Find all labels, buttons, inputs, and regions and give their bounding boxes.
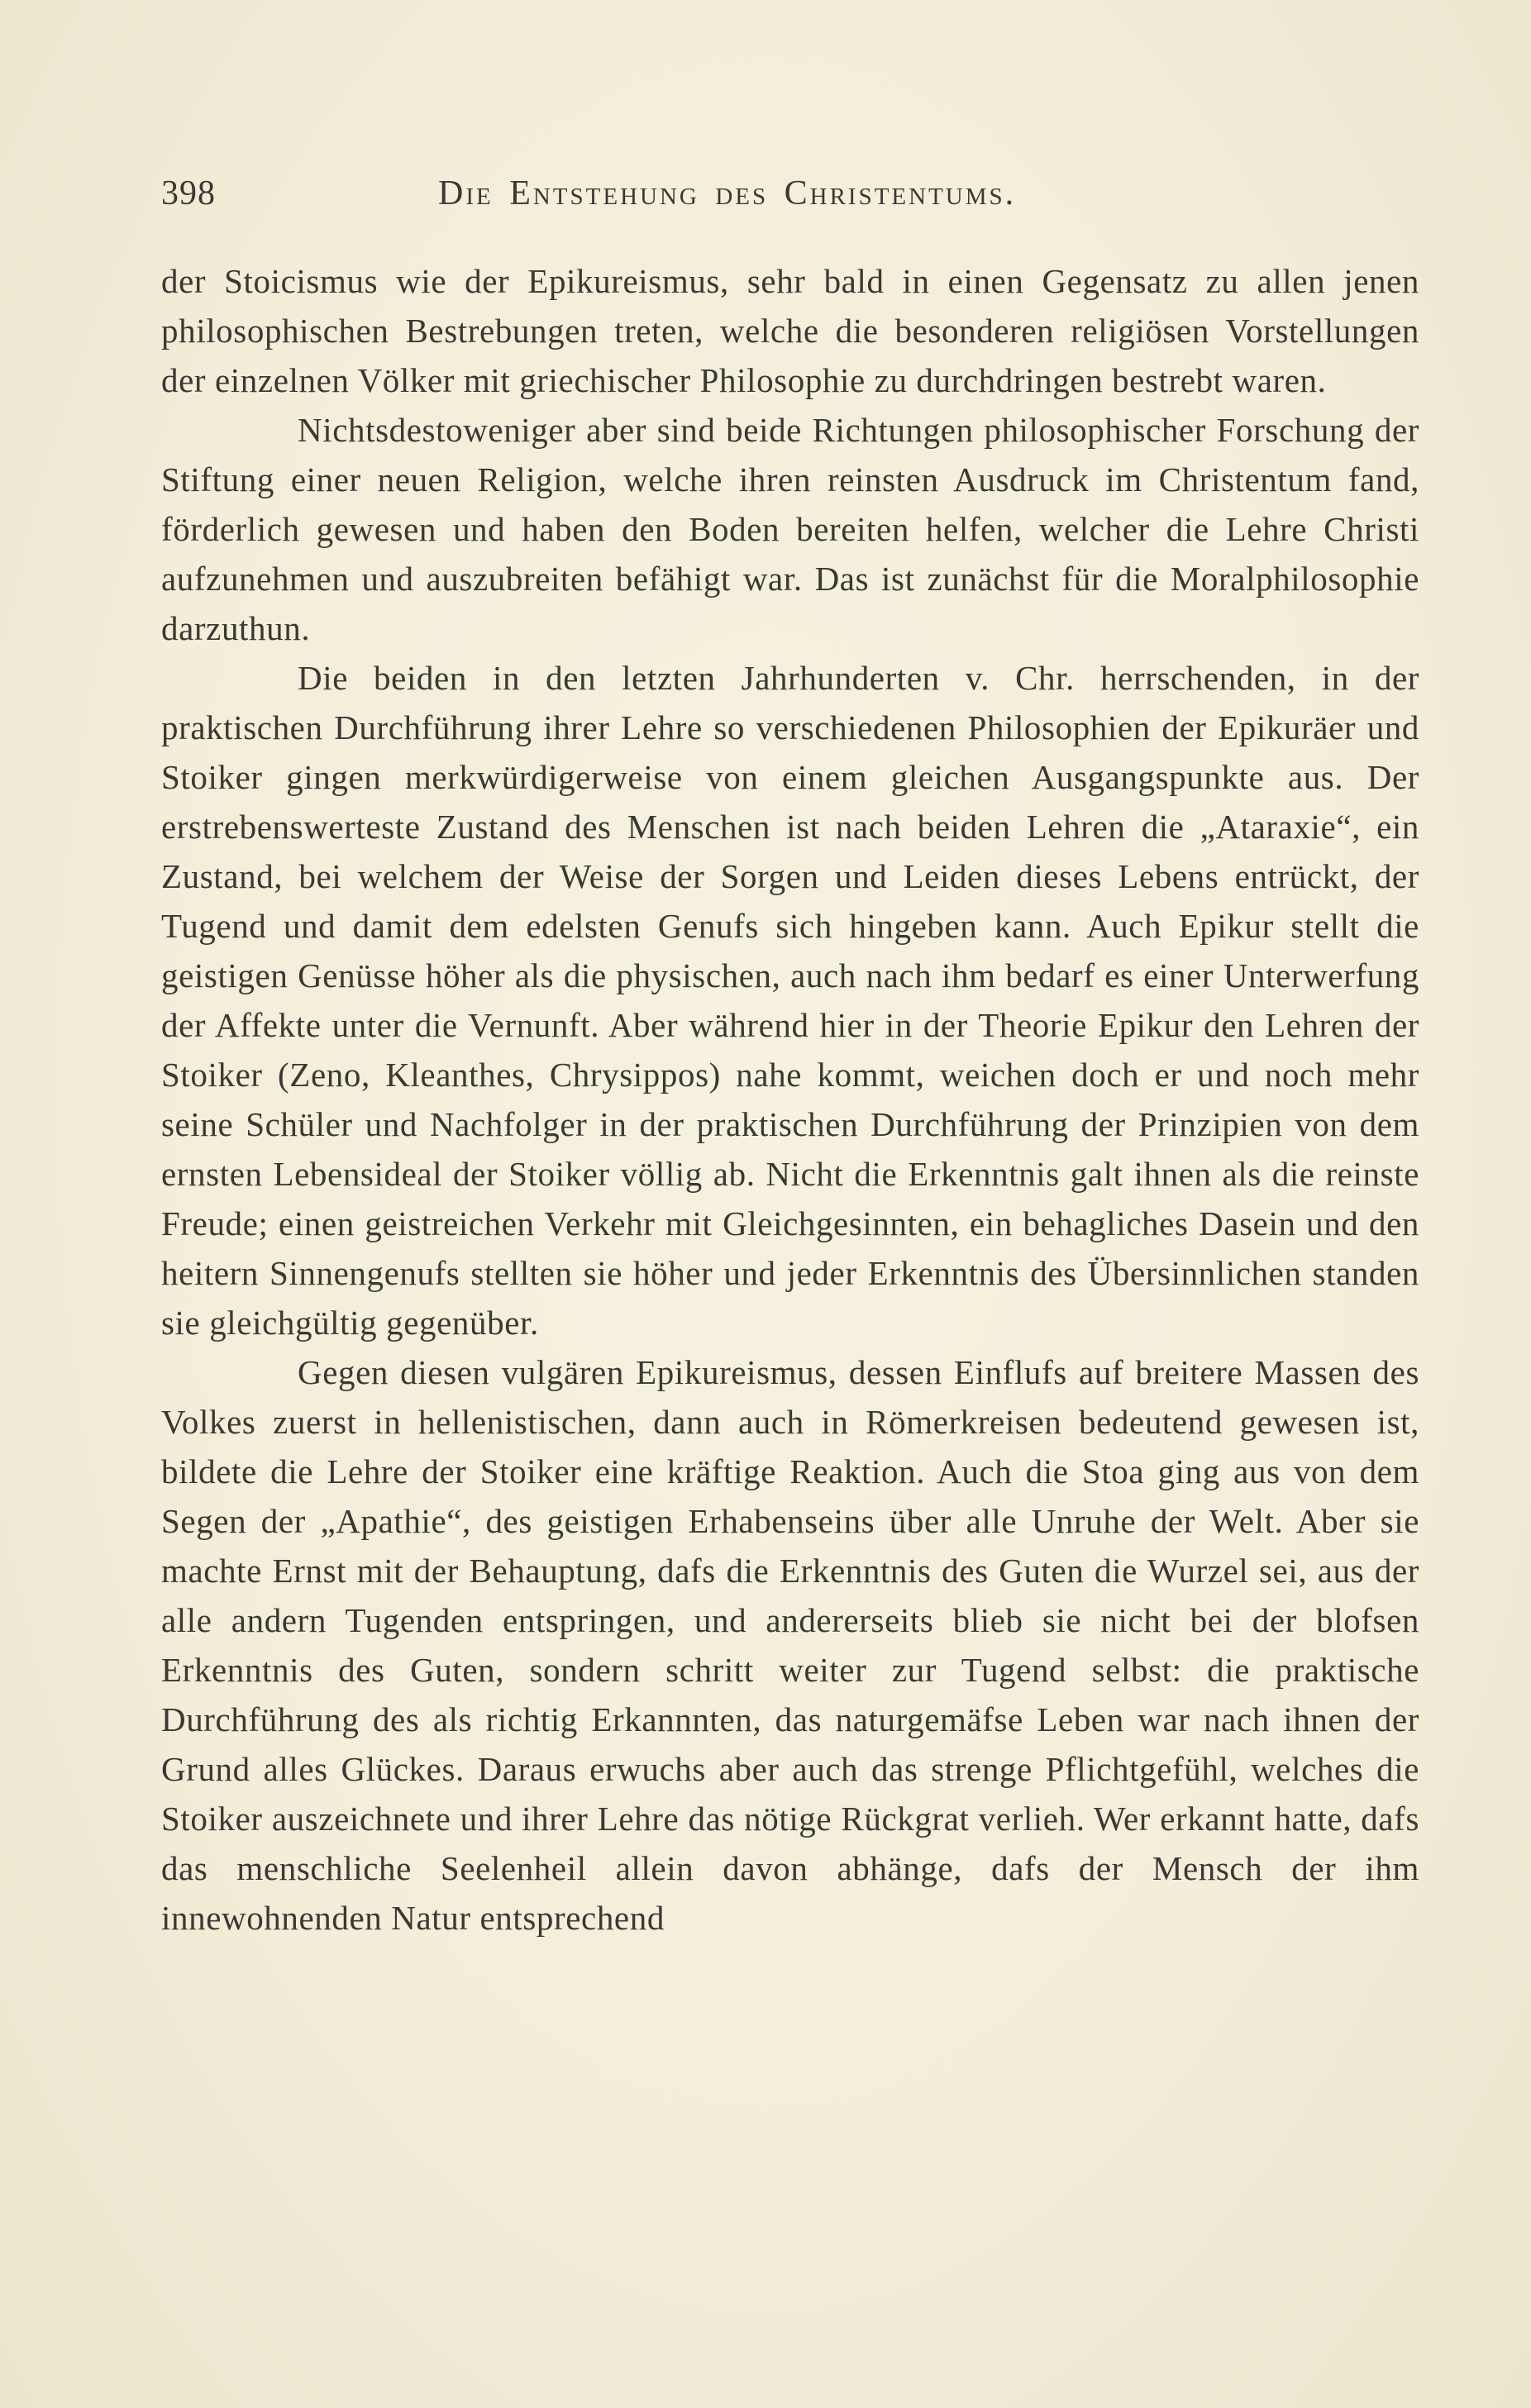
running-title: Die Entstehung des Christentums. — [438, 174, 1017, 212]
page-number: 398 — [161, 174, 216, 212]
page-header — [161, 174, 1419, 223]
paragraph-1: der Stoicismus wie der Epikureismus, sehr bald in einen Gegensatz zu allen jenen philosophischen Bestrebungen treten, welche die besonderen religiösen Vorstellungen der einzelnen Völker mit griechischer Philosophie zu durchdringen bestrebt waren. — [161, 262, 1419, 399]
body-text — [161, 256, 1419, 1943]
paragraph-3: Die beiden in den letzten Jahrhunderten v. Chr. herrschenden, in der praktischen Durchführung ihrer Lehre so verschiedenen Philosophien der Epikuräer und Stoiker gingen merkwürdigerweise von einem gleichen Ausgangspunkte aus. Der erstrebenswerteste Zustand des Menschen ist nach beiden Lehren die „Ataraxie“, ein Zustand, bei welchem der Weise der Sorgen und Leiden dieses Lebens entrückt, der Tugend und damit dem edelsten Genufs sich hingeben kann. Auch Epikur stellt die geistigen Genüsse höher als die physischen, auch nach ihm bedarf es einer Unterwerfung der Affekte unter die Vernunft. Aber während hier in der Theorie Epikur den Lehren der Stoiker (Zeno, Kleanthes, Chrysippos) nahe kommt, weichen doch er und noch mehr seine Schüler und Nachfolger in der praktischen Durchführung der Prinzipien von dem ernsten Lebensideal der Stoiker völlig ab. Nicht die Erkenntnis galt ihnen als die reinste Freude; einen geistreichen Verkehr mit Gleichgesinnten, ein behagliches Dasein und den heitern Sinnengenufs stellten sie höher und jeder Erkenntnis des Übersinnlichen standen sie gleichgültig gegenüber. — [161, 659, 1419, 1342]
paragraph-2: Nichtsdestoweniger aber sind beide Richtungen philosophischer Forschung der Stiftung einer neuen Religion, welche ihren reinsten Ausdruck im Christentum fand, förderlich gewesen und haben den Boden bereiten helfen, welcher die Lehre Christi aufzunehmen und auszubreiten befähigt war. Das ist zunächst für die Moralphilosophie darzuthun. — [161, 411, 1419, 647]
paragraph-4: Gegen diesen vulgären Epikureismus, dessen Einflufs auf breitere Massen des Volkes zuerst in hellenistischen, dann auch in Römerkreisen bedeutend gewesen ist, bildete die Lehre der Stoiker eine kräftige Reaktion. Auch die Stoa ging aus von dem Segen der „Apathie“, des geistigen Erhabenseins über alle Unruhe der Welt. Aber sie machte Ernst mit der Behauptung, dafs die Erkenntnis des Guten die Wurzel sei, aus der alle andern Tugenden entspringen, und andererseits blieb sie nicht bei der blofsen Erkenntnis des Guten, sondern schritt weiter zur Tugend selbst: die praktische Durchführung des als richtig Erkannnten, das naturgemäfse Leben war nach ihnen der Grund alles Glückes. Daraus erwuchs aber auch das strenge Pflichtgefühl, welches die Stoiker auszeichnete und ihrer Lehre das nötige Rückgrat verlieh. Wer erkannt hatte, dafs das menschliche Seelenheil allein davon abhänge, dafs der Mensch der ihm innewohnenden Natur entsprechend — [161, 1353, 1419, 1937]
